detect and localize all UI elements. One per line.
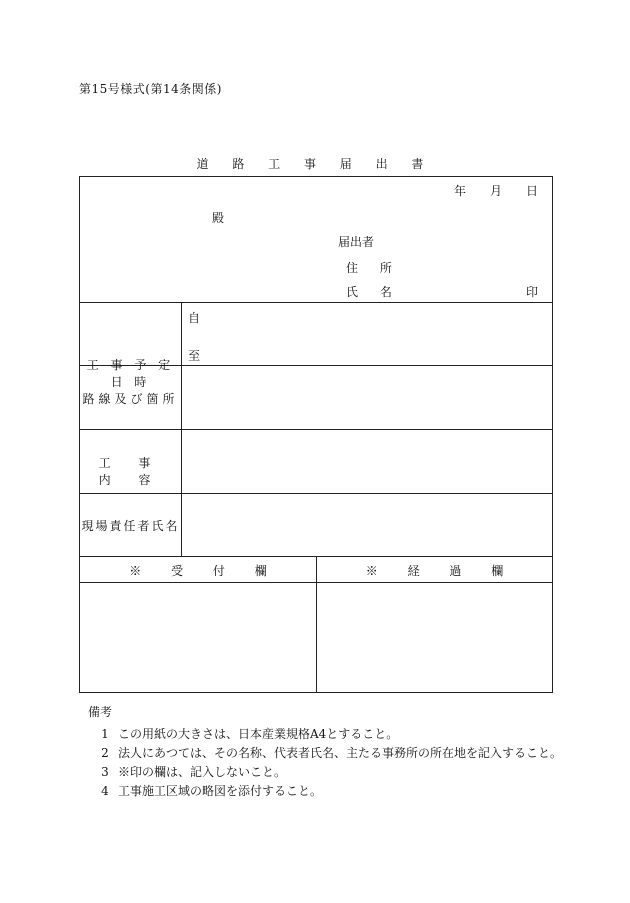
remark-text: 工事施工区域の略図を添付すること。 bbox=[118, 784, 323, 798]
remark-item bbox=[88, 725, 399, 744]
remark-item bbox=[88, 744, 563, 763]
date-year-label: 年 bbox=[454, 184, 467, 198]
remark-text: 法人にあつては、その名称、代表者氏名、主たる事務所の所在地を記入すること。 bbox=[118, 746, 563, 760]
remark-number: 1 bbox=[101, 727, 109, 741]
route-label: 路線及び箇所 bbox=[82, 392, 179, 406]
seal-mark: 印 bbox=[526, 285, 539, 299]
divider-content bbox=[80, 493, 552, 494]
remark-number: 3 bbox=[101, 765, 109, 779]
schedule-label: 工 事 予 定 日 時 bbox=[86, 358, 175, 389]
remark-item bbox=[88, 782, 323, 801]
date-month-label: 月 bbox=[490, 184, 503, 198]
name-label: 氏 名 bbox=[346, 285, 401, 299]
progress-column-heading: ※ 経 過 欄 bbox=[365, 564, 504, 578]
date-day-label: 日 bbox=[526, 184, 539, 198]
divider-top-block bbox=[80, 302, 552, 303]
divider-route bbox=[80, 429, 552, 430]
notifier-label: 届出者 bbox=[338, 235, 375, 249]
remarks-title: 備考 bbox=[88, 705, 113, 719]
document-title: 道 路 工 事 届 出 書 bbox=[196, 157, 434, 171]
addressee-label: 殿 bbox=[212, 211, 225, 225]
reception-column-heading: ※ 受 付 欄 bbox=[129, 564, 267, 578]
notification-form-table bbox=[79, 176, 553, 693]
to-label: 至 bbox=[188, 349, 201, 363]
remarks-section bbox=[88, 703, 563, 801]
remark-number: 4 bbox=[101, 784, 109, 798]
address-label: 住 所 bbox=[346, 261, 401, 275]
remark-text: ※印の欄は、記入しないこと。 bbox=[118, 765, 287, 779]
from-label: 自 bbox=[188, 311, 201, 325]
manager-label: 現場責任者氏名 bbox=[81, 519, 180, 533]
remark-number: 2 bbox=[101, 746, 109, 760]
remark-item bbox=[88, 763, 287, 782]
form-number: 第15号様式(第14条関係) bbox=[79, 82, 222, 96]
label-column-divider bbox=[181, 302, 182, 556]
remark-text: この用紙の大きさは、日本産業規格A4とすること。 bbox=[118, 727, 399, 741]
content-label: 工 事 内 容 bbox=[98, 456, 163, 487]
